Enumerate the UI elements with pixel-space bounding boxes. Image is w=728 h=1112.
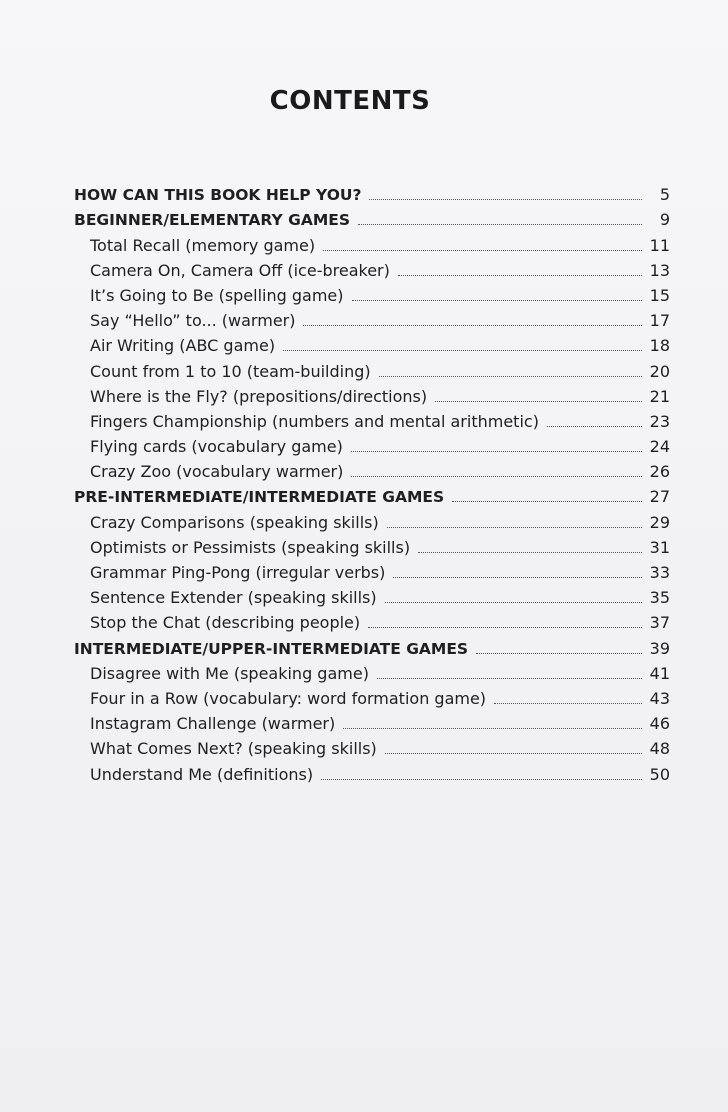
toc-entry-label: Where is the Fly? (prepositions/directions) [90,386,428,406]
toc-page-number: 18 [649,336,670,356]
toc-entry [74,583,670,608]
page-title: CONTENTS [269,86,431,116]
dot-leader [343,728,642,729]
toc-entry [74,558,670,583]
toc-page-number: 50 [649,764,670,784]
table-of-contents [74,180,670,785]
toc-entry-label: Stop the Chat (describing people) [90,613,361,633]
toc-entry-label: Sentence Extender (speaking skills) [90,588,377,608]
toc-entry [74,482,670,507]
toc-page-number: 26 [649,462,670,482]
toc-entry [74,432,670,457]
dot-leader [387,527,642,528]
toc-entry-label: Instagram Challenge (warmer) [90,714,336,734]
toc-entry [74,256,670,281]
toc-entry [74,382,670,407]
toc-entry-label: Disagree with Me (speaking game) [90,663,369,683]
toc-page-number: 17 [649,311,670,331]
toc-entry-label: What Comes Next? (speaking skills) [90,739,377,759]
toc-entry-label: Crazy Zoo (vocabulary warmer) [90,462,344,482]
toc-entry [74,205,670,230]
toc-page-number: 35 [649,588,670,608]
toc-page-number: 33 [649,563,670,582]
toc-entry [74,457,670,482]
toc-page-number: 13 [649,260,670,280]
toc-entry-label: It’s Going to Be (spelling game) [90,285,344,305]
dot-leader [351,451,642,452]
toc-entry-label: BEGINNER/ELEMENTARY GAMES [74,211,351,230]
toc-entry [74,633,670,658]
toc-entry [74,709,670,734]
dot-leader [385,753,642,754]
toc-page-number: 29 [649,512,670,532]
dot-leader [369,199,642,200]
dot-leader [418,552,642,553]
toc-entry [74,180,670,205]
toc-entry [74,306,670,331]
dot-leader [393,577,642,578]
dot-leader [351,476,642,477]
dot-leader [323,250,642,251]
toc-entry [74,356,670,381]
dot-leader [283,350,642,351]
toc-entry-label: Total Recall (memory game) [90,235,316,255]
toc-entry-label: Understand Me (definitions) [90,764,314,784]
dot-leader [476,653,642,654]
toc-entry-label: Flying cards (vocabulary game) [90,437,343,457]
dot-leader [368,627,642,628]
toc-page-number: 5 [659,185,670,205]
dot-leader [303,325,642,326]
toc-page-number: 43 [649,688,670,708]
toc-entry [74,608,670,633]
toc-page-number: 39 [649,638,670,658]
toc-page-number: 37 [649,613,670,633]
toc-page-number: 23 [649,411,670,431]
toc-entry [74,281,670,306]
toc-page-number: 24 [649,437,670,457]
toc-entry-label: Air Writing (ABC game) [90,336,276,356]
toc-page-number: 15 [649,285,670,305]
dot-leader [352,300,643,301]
toc-page-number: 11 [649,235,670,255]
dot-leader [547,426,642,427]
toc-entry [74,759,670,784]
toc-page-number: 48 [649,739,670,759]
dot-leader [398,275,642,276]
dot-leader [494,703,642,704]
toc-page-number: 20 [649,361,670,381]
dot-leader [377,678,642,679]
toc-entry-label: Crazy Comparisons (speaking skills) [90,512,379,532]
toc-entry-label: HOW CAN THIS BOOK HELP YOU? [74,186,362,205]
toc-entry-label: PRE-INTERMEDIATE/INTERMEDIATE GAMES [74,488,445,507]
toc-entry [74,734,670,759]
toc-entry-label: Camera On, Camera Off (ice-breaker) [90,260,390,280]
toc-entry-label: INTERMEDIATE/UPPER-INTERMEDIATE GAMES [74,639,469,658]
toc-page-number: 46 [649,714,670,734]
toc-entry-label: Fingers Championship (numbers and mental arithmetic) [90,411,539,431]
toc-page-number: 27 [649,487,670,507]
toc-entry [74,407,670,432]
dot-leader [321,779,642,780]
toc-page-number: 21 [649,386,670,406]
toc-page-number: 41 [649,663,670,683]
toc-entry-label: Optimists or Pessimists (speaking skills) [90,537,411,557]
toc-entry-label: Grammar Ping-Pong (irregular verbs) [90,563,386,582]
toc-entry [74,331,670,356]
toc-entry [74,684,670,709]
dot-leader [379,376,642,377]
dot-leader [435,401,642,402]
dot-leader [358,224,642,225]
toc-page-number: 31 [649,537,670,557]
toc-entry [74,230,670,255]
dot-leader [452,501,642,502]
toc-entry-label: Say “Hello” to... (warmer) [90,311,296,331]
toc-entry [74,533,670,558]
toc-entry-label: Four in a Row (vocabulary: word formation game) [90,688,487,708]
toc-entry [74,659,670,684]
toc-entry-label: Count from 1 to 10 (team-building) [90,361,371,381]
toc-page-number: 9 [659,210,670,230]
dot-leader [385,602,642,603]
toc-entry [74,507,670,532]
